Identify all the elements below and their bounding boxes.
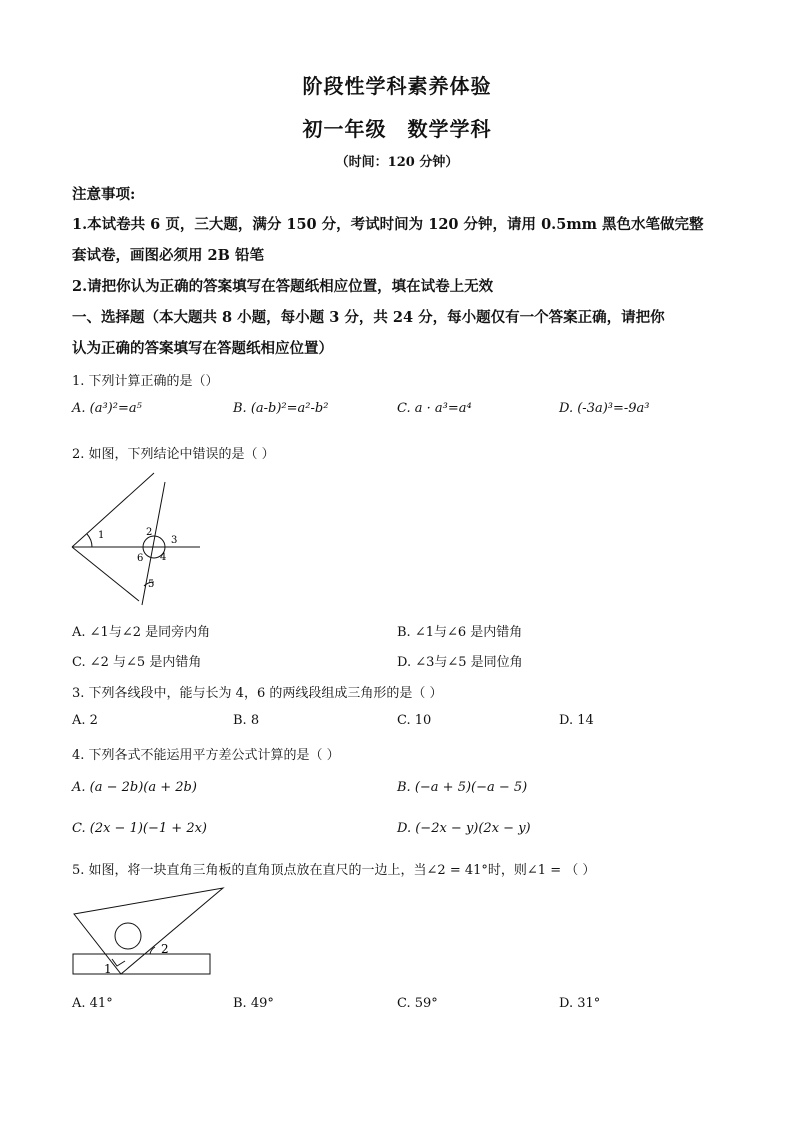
question-2-figure: [68, 468, 208, 608]
q5-label-2: 2: [161, 942, 169, 956]
q2-angle-1-arc: [87, 534, 92, 547]
q2-label-6: 6: [137, 553, 144, 564]
notes-item-1-line-1: 1.本试卷共 6 页，三大题，满分 150 分，考试时间为 120 分钟，请用 0.5mm 黑色水笔做完整: [72, 216, 704, 233]
question-4-option-a: A. (a − 2b)(a + 2b): [72, 780, 197, 795]
question-1-option-c: C. a · a³=a⁴: [397, 401, 472, 416]
question-2-option-a: A. ∠1与∠2 是同旁内角: [72, 625, 211, 640]
question-2-option-c: C. ∠2 与∠5 是内错角: [72, 655, 202, 670]
q5-label-1: 1: [104, 962, 112, 976]
q2-label-4: 4: [160, 552, 167, 563]
q5-triangle-hole: [115, 923, 141, 949]
question-3-option-c: C. 10: [397, 713, 432, 728]
question-3-stem: 3. 下列各线段中，能与长为 4，6 的两线段组成三角形的是（ ）: [72, 686, 443, 701]
question-5-stem: 5. 如图，将一块直角三角板的直角顶点放在直尺的一边上，当∠2 = 41°时，则∠1 = （ ）: [72, 863, 596, 878]
question-3-option-a: A. 2: [72, 713, 98, 728]
page-title: 阶段性学科素养体验: [302, 74, 492, 98]
q2-line-lower: [72, 547, 139, 601]
question-1-option-a: A. (a³)²=a⁵: [72, 401, 142, 416]
notes-heading: 注意事项:: [72, 186, 136, 203]
q2-label-5: 5: [148, 579, 155, 590]
q2-label-1: 1: [98, 530, 105, 541]
q5-triangle: [74, 888, 223, 974]
q2-label-3: 3: [171, 535, 178, 546]
notes-item-2: 2.请把你认为正确的答案填写在答题纸相应位置，填在试卷上无效: [72, 278, 494, 295]
question-1-stem: 1. 下列计算正确的是（）: [72, 374, 219, 389]
question-5-option-c: C. 59°: [397, 996, 438, 1011]
question-5-option-b: B. 49°: [233, 996, 274, 1011]
question-4-option-c: C. (2x − 1)(−1 + 2x): [72, 821, 207, 836]
page-subtitle: 初一年级 数学学科: [302, 117, 492, 141]
question-5-option-d: D. 31°: [559, 996, 601, 1011]
section-1-heading-line-1: 一、选择题（本大题共 8 小题，每小题 3 分，共 24 分，每小题仅有一个答案正确，请把你: [72, 309, 665, 326]
notes-item-1-line-2: 套试卷，画图必须用 2B 铅笔: [72, 247, 264, 264]
question-2-option-b: B. ∠1与∠6 是内错角: [397, 625, 523, 640]
section-1-heading-line-2: 认为正确的答案填写在答题纸相应位置）: [72, 340, 333, 357]
question-5-option-a: A. 41°: [72, 996, 113, 1011]
question-2-stem: 2. 如图，下列结论中错误的是（ ）: [72, 447, 275, 462]
question-5-figure: [68, 885, 228, 980]
question-4-option-d: D. (−2x − y)(2x − y): [397, 821, 531, 836]
question-3-option-d: D. 14: [559, 713, 594, 728]
exam-time: （时间：120 分钟）: [335, 155, 459, 170]
q2-line-upper: [72, 473, 154, 547]
question-4-option-b: B. (−a + 5)(−a − 5): [397, 780, 528, 795]
q2-label-2: 2: [146, 527, 153, 538]
question-3-option-b: B. 8: [233, 713, 260, 728]
question-1-option-d: D. (-3a)³=-9a³: [559, 401, 650, 416]
question-1-option-b: B. (a-b)²=a²-b²: [233, 401, 329, 416]
question-2-option-d: D. ∠3与∠5 是同位角: [397, 655, 523, 670]
question-4-stem: 4. 下列各式不能运用平方差公式计算的是（ ）: [72, 748, 340, 763]
